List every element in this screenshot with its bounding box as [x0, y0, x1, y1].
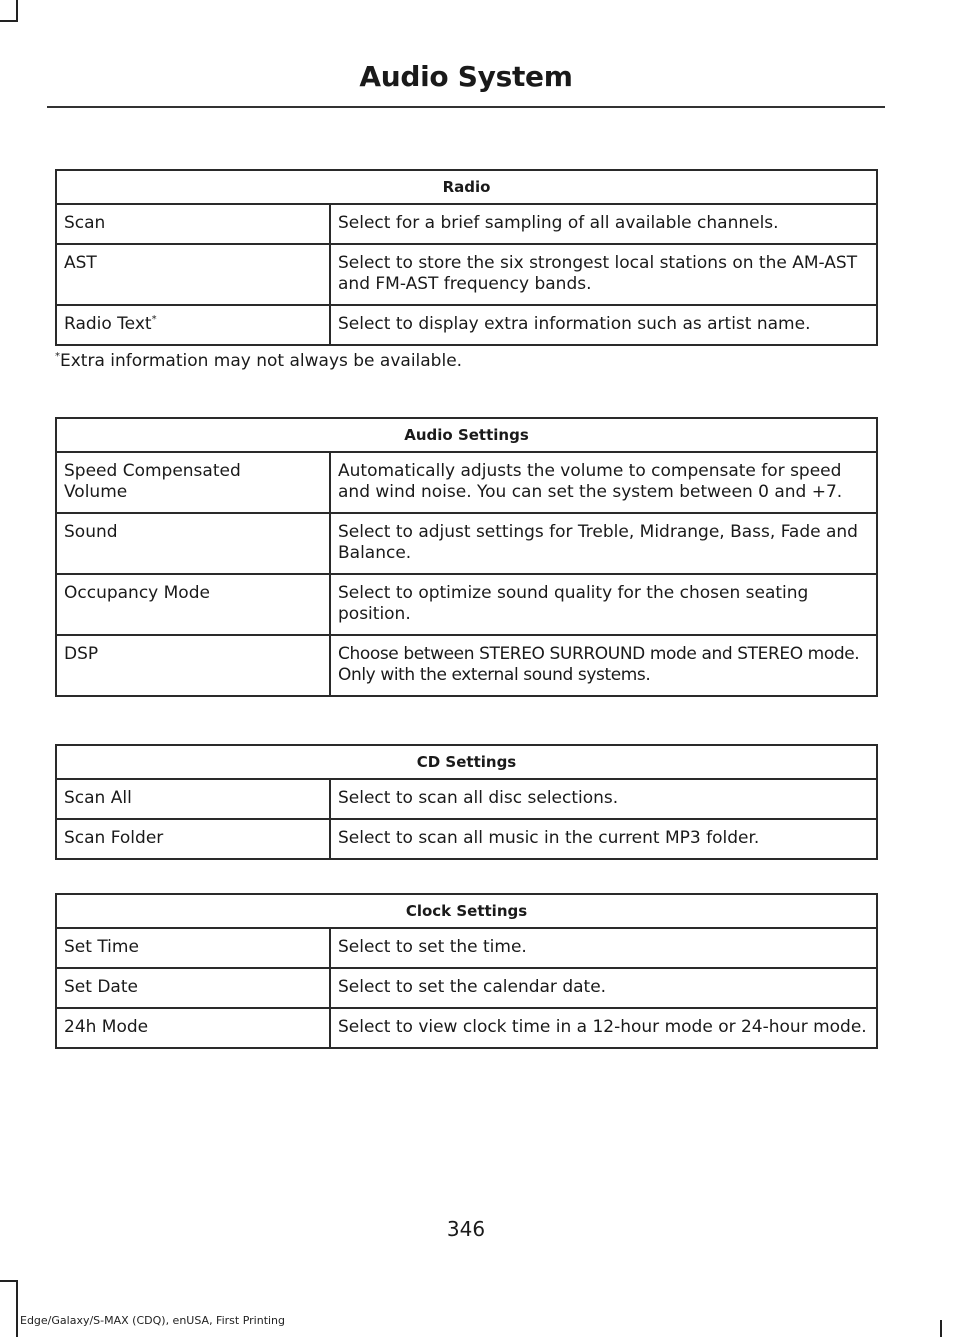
- table-row: [56, 305, 877, 345]
- table-title: CD Settings: [56, 745, 877, 779]
- crop-mark: [16, 0, 18, 22]
- setting-description: Select to display extra information such as artist name.: [330, 305, 877, 345]
- setting-name: Radio Text: [64, 314, 152, 334]
- setting-description: Select for a brief sampling of all available channels.: [330, 204, 877, 244]
- table-title: Audio Settings: [56, 418, 877, 452]
- header-rule: [47, 106, 885, 108]
- setting-name: Sound: [56, 513, 330, 574]
- setting-name: AST: [56, 244, 330, 305]
- table-row: [56, 819, 877, 859]
- footnote-marker: *: [55, 351, 60, 362]
- setting-description: Automatically adjusts the volume to compensate for speed and wind noise. You can set the system between 0 and +7.: [330, 452, 877, 513]
- setting-description: Select to adjust settings for Treble, Midrange, Bass, Fade and Balance.: [330, 513, 877, 574]
- table-row: [56, 513, 877, 574]
- crop-mark: [0, 20, 18, 22]
- setting-name: Set Time: [56, 928, 330, 968]
- page-title: Audio System: [359, 60, 573, 93]
- setting-description: Select to store the six strongest local stations on the AM-AST and FM-AST frequency bands.: [330, 244, 877, 305]
- table-row: [56, 968, 877, 1008]
- setting-cell: [56, 305, 330, 345]
- setting-description: Select to scan all music in the current MP3 folder.: [330, 819, 877, 859]
- setting-description: Select to view clock time in a 12-hour mode or 24-hour mode.: [330, 1008, 877, 1048]
- table-title: Radio: [56, 170, 877, 204]
- setting-name: 24h Mode: [56, 1008, 330, 1048]
- setting-description: Select to optimize sound quality for the chosen seating position.: [330, 574, 877, 635]
- setting-name: Occupancy Mode: [56, 574, 330, 635]
- audio-settings-table: [55, 417, 878, 697]
- book-identifier: Edge/Galaxy/S-MAX (CDQ), enUSA, First Printing: [20, 1314, 286, 1327]
- clock-settings-table: [55, 893, 878, 1049]
- table-row: [56, 574, 877, 635]
- setting-name: Scan Folder: [56, 819, 330, 859]
- setting-description: Choose between STEREO SURROUND mode and STEREO mode. Only with the external sound systems.: [330, 635, 877, 696]
- setting-name: DSP: [56, 635, 330, 696]
- cd-settings-table: [55, 744, 878, 860]
- table-row: [56, 452, 877, 513]
- setting-name: Set Date: [56, 968, 330, 1008]
- table-row: [56, 779, 877, 819]
- table-row: [56, 928, 877, 968]
- table-row: [56, 1008, 877, 1048]
- footnote: [55, 351, 462, 371]
- footnote-text: Extra information may not always be available.: [60, 351, 463, 371]
- table-row: [56, 204, 877, 244]
- setting-description: Select to set the calendar date.: [330, 968, 877, 1008]
- setting-description: Select to scan all disc selections.: [330, 779, 877, 819]
- page-number: 346: [446, 1217, 486, 1241]
- setting-name: Scan All: [56, 779, 330, 819]
- setting-name: Scan: [56, 204, 330, 244]
- table-title: Clock Settings: [56, 894, 877, 928]
- crop-mark: [940, 1320, 942, 1337]
- setting-name: Speed Compensated Volume: [56, 452, 330, 513]
- table-row: [56, 635, 877, 696]
- table-row: [56, 244, 877, 305]
- crop-mark: [0, 1280, 18, 1282]
- radio-table: [55, 169, 878, 346]
- footnote-marker: *: [151, 314, 157, 325]
- setting-description: Select to set the time.: [330, 928, 877, 968]
- crop-mark: [16, 1280, 18, 1337]
